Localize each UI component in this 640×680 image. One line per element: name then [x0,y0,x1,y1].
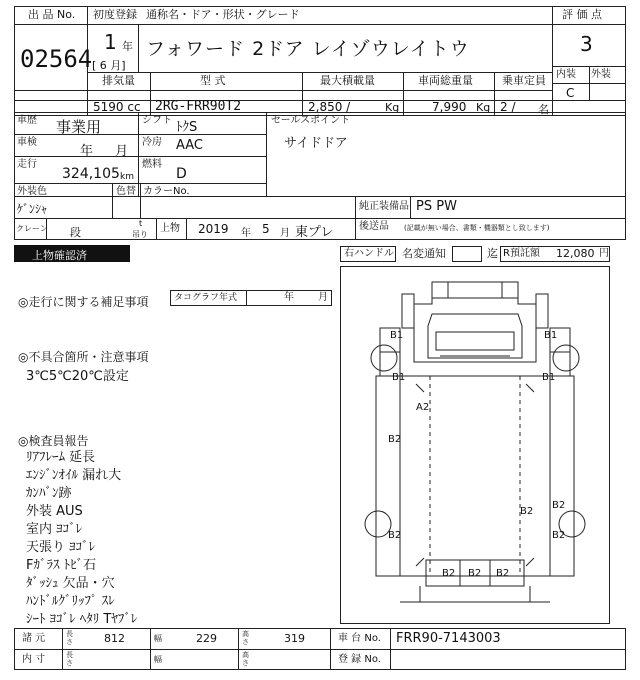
history-label: 車歴 [17,115,37,126]
mileage: 324,105 [62,166,120,182]
width-label: 幅 [154,634,162,643]
inspector-line: 室内 ﾖｺﾞﾚ [26,522,83,537]
year-unit: 年 [122,40,133,53]
width-value: 229 [196,632,217,645]
crane-ton: t [139,219,143,228]
inner-height-label: 高さ [242,651,249,667]
upholstery-month: 5 [262,222,270,236]
grade-label: 評 価 点 [562,8,602,21]
aftermarket-label: 後送品 [359,221,389,232]
air-conditioner: AAC [176,138,203,153]
defect-notes-text: 3℃5℃20℃設定 [26,369,129,384]
confirm-badge [14,245,130,262]
capacity-label: 乗車定員 [502,74,546,87]
first-registration-year: 1 [104,30,117,54]
upholstery-year: 2019 [198,222,229,236]
defect-notes-label: ◎不具合箇所・注意事項 [18,350,149,364]
inspector-line: ﾘｱﾌﾚｰﾑ 延長 [26,450,96,465]
color-change-label: 色替 [116,186,136,197]
displacement: 5190 cc [93,100,141,114]
height-label: 高さ [242,630,249,646]
damage-mark: B2 [388,530,402,541]
interior-grade-label: 内装 [556,69,576,80]
yen-unit: 円 [599,248,609,259]
registration-number-label: 登 録 No. [338,654,381,665]
sales-point-label: セールスポイント [271,115,351,126]
damage-mark: B2 [496,568,510,579]
max-load: 2,850 / [308,100,351,114]
genuine-equipment-label: 純正装備品 [359,201,409,212]
inspector-line: Fｶﾞﾗｽ ﾄﾋﾞ石 [26,558,97,573]
genuine-equipment: PS PW [416,199,457,214]
crane-label: クレーン [16,224,48,233]
inner-length-label: 長さ [66,651,73,667]
inspector-line: 天張り ﾖｺﾞﾚ [26,540,96,555]
inspection-label: 車検 [17,137,37,148]
damage-mark: A2 [416,402,430,413]
inspector-line: ﾀﾞｯｼｭ 欠品・穴 [26,576,115,591]
vin-value: FRR90-7143003 [396,631,501,646]
capacity-unit: 名 [538,103,549,116]
first-registration-month: [ 6 月] [92,59,126,72]
damage-mark: B1 [390,330,404,341]
fuel-label: 燃料 [142,159,162,170]
inner-width-label: 幅 [154,655,162,664]
gross-weight: 7,990 [432,100,467,114]
recycle-deposit: 12,080 [556,247,595,260]
overall-grade: 3 [580,32,593,56]
fuel-type: D [176,166,187,182]
inspector-line: 外装 AUS [26,504,83,519]
crane-stage: 段 [70,226,81,239]
damage-mark: B2 [388,434,402,445]
damage-mark: B2 [552,530,566,541]
upholstery-maker: 東プレ [295,225,334,240]
damage-mark: B2 [520,506,534,517]
car-name-label: 通称名・ドア・形状・グレード [146,8,300,21]
mileage-label: 走行 [17,159,37,170]
steering-side: 右ハンドル [344,248,394,259]
name-change-box [452,246,482,262]
model-label: 型 式 [200,74,226,87]
vehicle-history: 事業用 [56,118,102,136]
inspector-line: ｴﾝｼﾞﾝｵｲﾙ 漏れ大 [26,468,122,483]
damage-mark: B1 [544,330,558,341]
upholstery-year-unit: 年 [241,228,251,239]
model-code: 2RG-FRR90T2 [155,99,242,114]
color-number-label: カラーNo. [143,186,190,197]
name-change-notice-label: 名変通知 [402,247,446,260]
inspector-report-label: ◎検査員報告 [18,434,89,448]
capacity: 2 / [500,100,516,114]
gross-weight-label: 車両総重量 [418,74,473,87]
first-registration-label: 初度登録 [93,8,137,21]
damage-mark: B2 [552,500,566,511]
length-label: 長さ [66,630,73,646]
damage-mark: B1 [542,372,556,383]
exterior-color-label: 外装色 [17,186,47,197]
height-value: 319 [284,632,305,645]
upholstery-month-unit: 月 [280,228,290,239]
interior-grade: C [566,86,575,100]
crane-hang: 吊り [132,230,148,239]
confirm-badge-label: 上物確認済 [32,249,87,262]
deposit-until-label: 迄 [487,247,498,260]
inspection-date: 年 月 [80,144,129,159]
gross-weight-unit: Kg [476,101,491,114]
max-load-unit: Kg [385,101,400,114]
inner-dimensions-label: 内 寸 [22,654,46,665]
length-value: 812 [104,632,125,645]
mileage-unit: km [120,172,134,182]
lot-number-label: 出 品 No. [28,8,76,21]
inspector-line: ｼｰﾄ ﾖｺﾞﾚ ﾍﾀﾘ Tﾔﾌﾞﾚ [26,612,138,627]
dimensions-label: 諸 元 [22,633,46,644]
tachograph-year-unit: 年 [284,292,294,303]
displacement-label: 排気量 [102,74,135,87]
inspector-line: ｶﾝﾊﾞﾝ跡 [26,486,72,501]
tachograph-label: タコグラフ年式 [174,293,238,303]
damage-mark: B2 [442,568,456,579]
damage-mark: B2 [468,568,482,579]
aftermarket-note: (記載が無い場合、書類・機器類とし致します) [404,224,550,232]
shift-type: ﾄｸS [176,120,198,135]
running-notes-label: ◎走行に関する補足事項 [18,295,149,309]
damage-mark: B1 [392,372,406,383]
exterior-color: ｹﾞﾝｼｬ [17,202,48,216]
inspector-line: ﾊﾝﾄﾞﾙｸﾞﾘｯﾌﾟ ｽﾚ [26,594,115,609]
max-load-label: 最大積載量 [320,74,375,87]
tachograph-month-unit: 月 [318,292,328,303]
shift-label: シフト [142,115,172,126]
exterior-grade-label: 外装 [591,69,611,80]
lot-number: 02564 [20,45,93,73]
upholstery-label: 上物 [160,223,180,234]
ac-label: 冷房 [142,137,162,148]
car-name: フォワード 2ドア レイゾウレイトウ [146,38,470,60]
recycle-deposit-label: R預託額 [503,248,540,259]
vin-label: 車 台 No. [338,633,381,644]
sales-point-text: サイドドア [284,136,348,151]
